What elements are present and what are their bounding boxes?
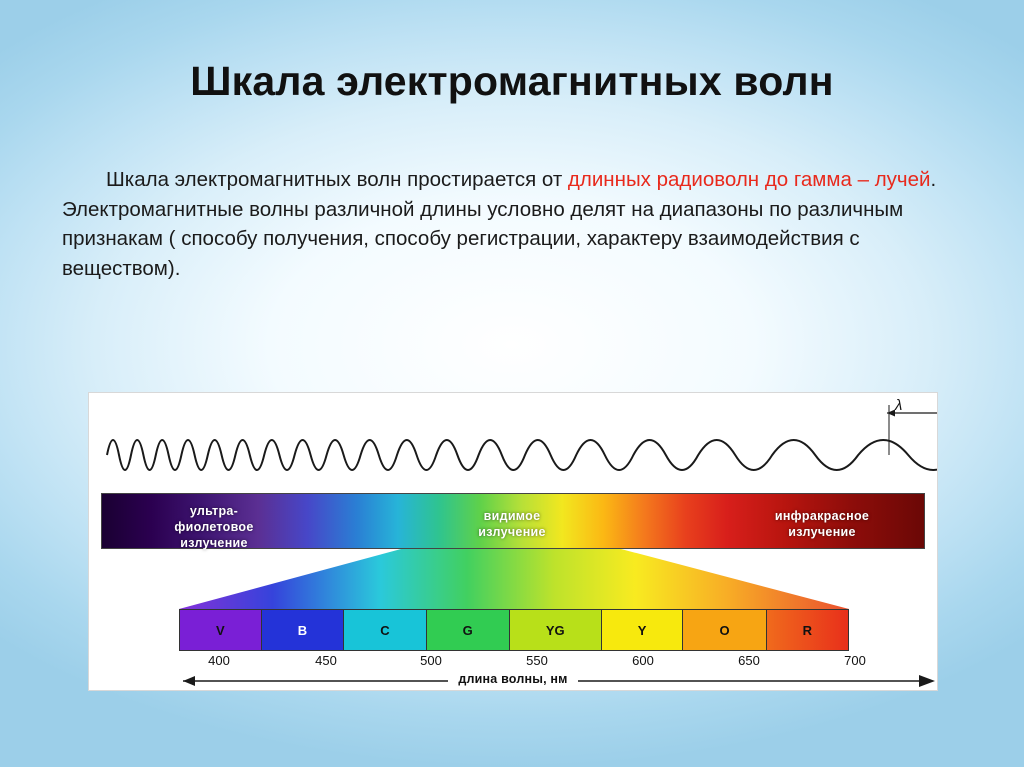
- spectrum-figure: [88, 392, 938, 691]
- body-paragraph: [62, 165, 964, 283]
- tick-label-700: 700: [844, 653, 866, 668]
- band-label-visible: [412, 508, 612, 540]
- strip-cell-g: [427, 610, 510, 650]
- band-uv-line1: ультра-: [189, 504, 239, 518]
- lambda-label: λ: [895, 397, 903, 414]
- electromagnetic-band: [101, 493, 925, 549]
- strip-cell-c: [344, 610, 426, 650]
- funnel-connector: [101, 549, 925, 609]
- strip-label-v: V: [216, 622, 225, 638]
- paragraph-part-2: . Электромагнитные волны различной длины условно делят на диапазоны по различным признакам ( способу получения, способу регистрации, характеру взаимодействия с веществом).: [62, 168, 937, 280]
- tick-label-400: 400: [208, 653, 230, 668]
- strip-cell-o: [683, 610, 766, 650]
- axis-tick-labels: [179, 651, 866, 673]
- band-label-ultraviolet: [124, 503, 304, 551]
- sine-wave-icon: [89, 393, 937, 489]
- strip-cell-v: [180, 610, 262, 650]
- band-label-infrared: [722, 508, 922, 540]
- tick-label-600: 600: [632, 653, 654, 668]
- axis-caption-text: длина волны, нм: [448, 672, 577, 686]
- band-infrared-line1: инфракрасное: [774, 509, 870, 523]
- strip-label-g: G: [462, 622, 473, 638]
- tick-label-550: 550: [526, 653, 548, 668]
- visible-spectrum-strip: [179, 609, 849, 651]
- tick-label-650: 650: [738, 653, 760, 668]
- strip-cell-yg: [510, 610, 602, 650]
- band-visible-line1: видимое: [483, 509, 541, 523]
- page-title: Шкала электромагнитных волн: [190, 58, 834, 104]
- strip-label-y: Y: [637, 622, 647, 638]
- strip-label-c: C: [380, 622, 390, 638]
- strip-label-o: O: [719, 622, 730, 638]
- tick-label-500: 500: [420, 653, 442, 668]
- band-uv-line2: фиолетовое: [174, 520, 254, 534]
- strip-label-yg: YG: [545, 622, 565, 638]
- axis-caption: [89, 672, 937, 686]
- band-infrared-line2: излучение: [788, 525, 856, 539]
- strip-cell-r: [767, 610, 848, 650]
- tick-label-450: 450: [315, 653, 337, 668]
- strip-cell-y: [602, 610, 684, 650]
- band-uv-line3: излучение: [180, 536, 248, 550]
- paragraph-part-1: Шкала электромагнитных волн простирается от: [106, 168, 568, 191]
- strip-cell-b: [262, 610, 344, 650]
- paragraph-highlight: длинных радиоволн до гамма – лучей: [567, 168, 931, 191]
- strip-label-b: B: [297, 622, 308, 638]
- wave-row: [89, 393, 937, 489]
- band-visible-line2: излучение: [478, 525, 546, 539]
- strip-label-r: R: [802, 622, 813, 638]
